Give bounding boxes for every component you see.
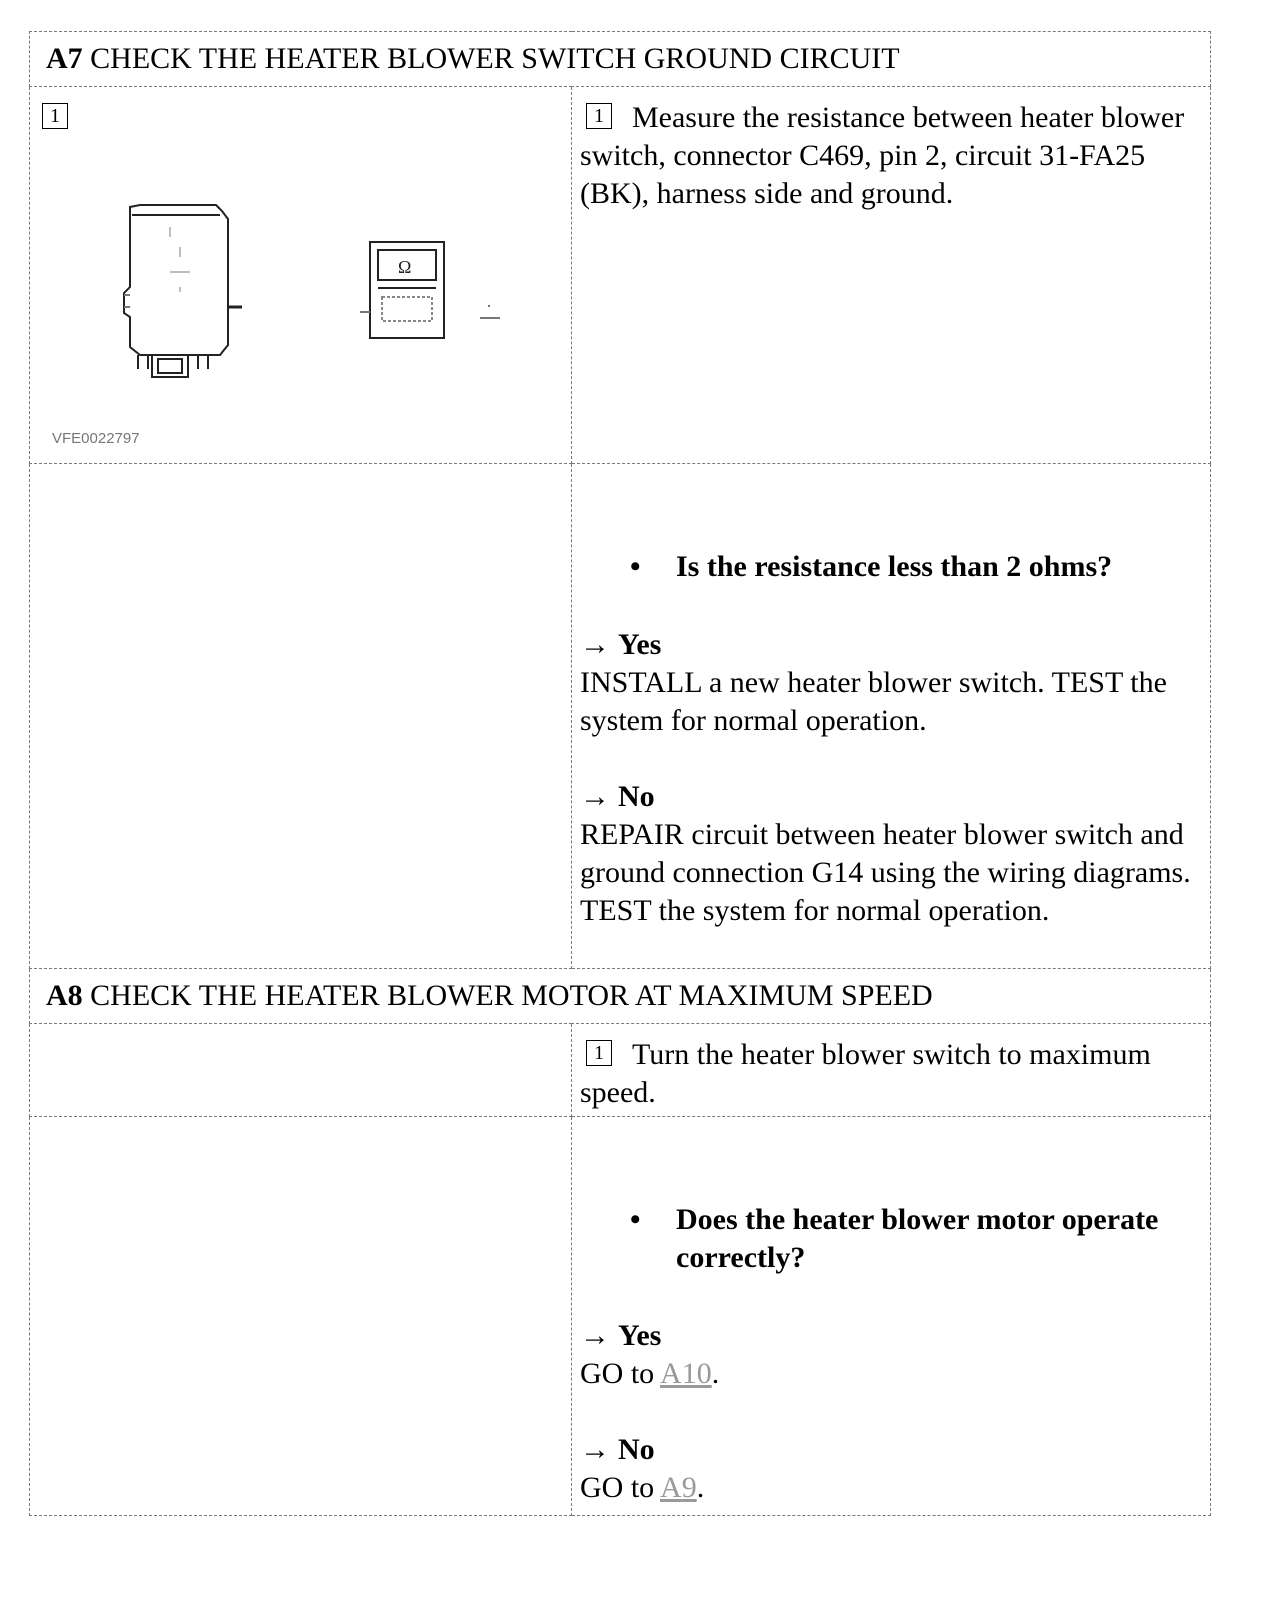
a8-title: CHECK THE HEATER BLOWER MOTOR AT MAXIMUM SPEED [90,979,933,1012]
a7-step-row [30,87,1211,464]
a7-question-text: Is the resistance less than 2 ohms? [676,550,1113,583]
figure-step-marker: 1 [42,103,68,129]
a7-result-empty-cell [30,464,572,969]
a8-yes-block [572,1277,1210,1393]
link-a10[interactable]: A10 [660,1357,712,1390]
a7-step-id: A7 [46,42,83,75]
a8-result-cell [572,1117,1211,1516]
a7-yes-label: → Yes [580,626,1202,664]
ohmmeter-icon [360,242,500,338]
a8-step-text: Turn the heater blower switch to maximum speed. [580,1038,1151,1109]
link-a9[interactable]: A9 [660,1471,697,1504]
a7-step [572,87,1210,213]
a8-question [572,1201,1210,1277]
arrow-right-icon: → [580,1319,610,1352]
a8-result-row [30,1117,1211,1516]
a8-step [572,1024,1210,1112]
a8-no-block [572,1393,1210,1515]
a8-step-row [30,1024,1211,1117]
ohm-symbol: Ω [398,257,412,277]
arrow-right-icon: → [580,780,610,813]
a8-header [30,969,1211,1024]
a7-question [572,548,1210,586]
a7-figure-cell [30,87,572,464]
blower-switch-connector-icon [124,205,242,377]
figure-caption: VFE0022797 [52,430,140,447]
diagnostic-table [29,31,1211,1516]
a8-step-marker: 1 [586,1040,612,1066]
a7-result-cell [572,464,1211,969]
a8-step-empty-cell [30,1024,572,1117]
a8-question-text: Does the heater blower motor operate correctly? [676,1203,1159,1274]
a8-yes-label: → Yes [580,1317,1202,1355]
a8-result-empty-cell [30,1117,572,1516]
connector-meter-illustration [30,87,572,463]
a7-yes-text: INSTALL a new heater blower switch. TEST the system for normal operation. [580,666,1167,737]
a7-title: CHECK THE HEATER BLOWER SWITCH GROUND CIRCUIT [90,42,900,75]
bullet-icon: • [630,1203,641,1236]
a8-step-id: A8 [46,979,83,1012]
a7-question-block [572,464,1210,586]
arrow-right-icon: → [580,1433,610,1466]
a7-no-label: → No [580,778,1202,816]
a7-yes-block [572,586,1210,740]
a7-result-row [30,464,1211,969]
a7-no-text: REPAIR circuit between heater blower switch and ground connection G14 using the wiring diagrams. TEST the system for normal operation. [580,818,1191,927]
a7-no-block [572,740,1210,930]
a8-yes-action: GO to A10. [580,1357,720,1390]
bullet-icon: • [630,550,641,583]
a8-header-row [30,969,1211,1024]
a7-step-text: Measure the resistance between heater blower switch, connector C469, pin 2, circuit 31-FA25 (BK), harness side and ground. [580,101,1185,210]
a7-figure [30,87,572,463]
a8-step-cell [572,1024,1211,1117]
a8-no-action: GO to A9. [580,1471,705,1504]
a8-question-block [572,1117,1210,1277]
a7-step-marker: 1 [586,103,612,129]
a7-step-cell [572,87,1211,464]
a7-header-row [30,32,1211,87]
a7-header [30,32,1211,87]
a8-no-label: → No [580,1431,1202,1469]
arrow-right-icon: → [580,628,610,661]
